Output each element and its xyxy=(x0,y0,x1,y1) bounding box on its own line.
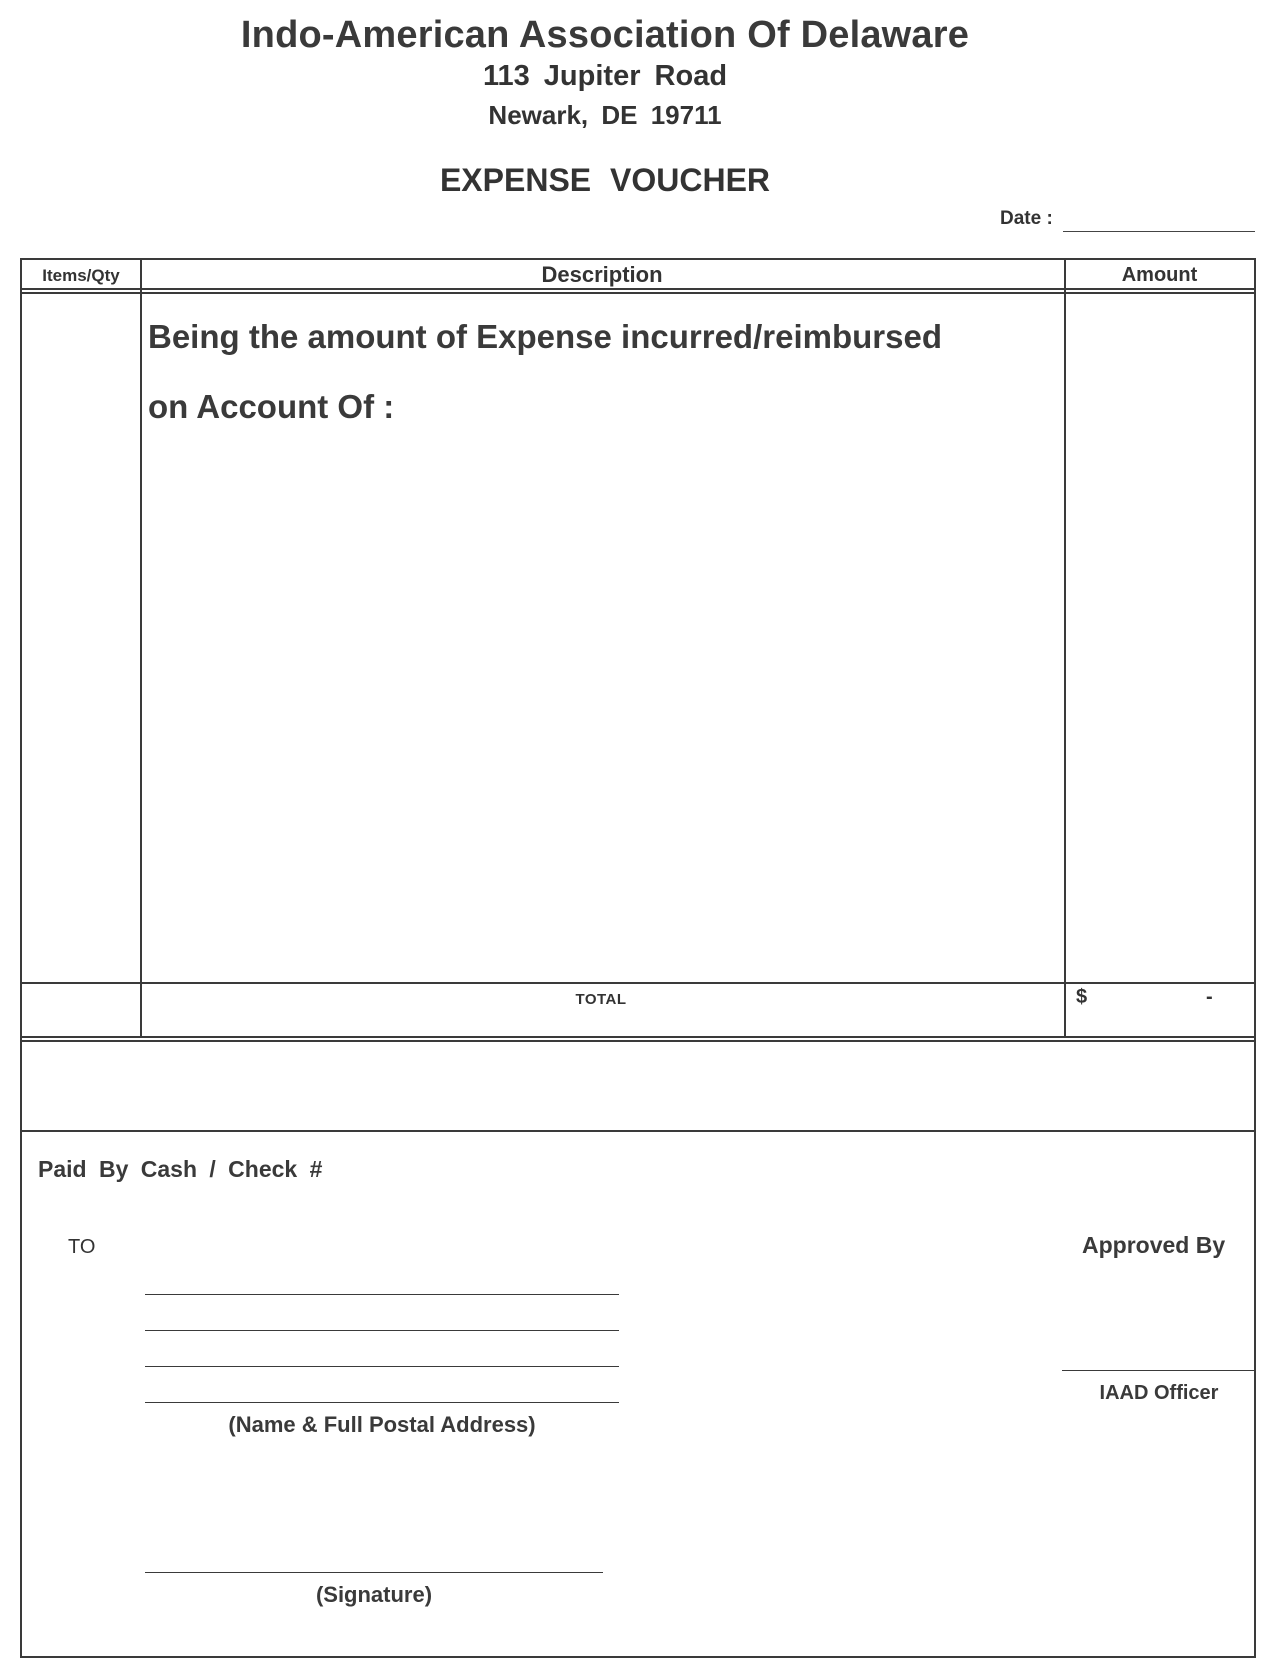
total-row-bottom-2 xyxy=(20,1040,1256,1042)
column-header-items-qty: Items/Qty xyxy=(42,266,120,285)
address-line-field-3[interactable] xyxy=(145,1366,619,1367)
address-line-field-1[interactable] xyxy=(145,1294,619,1295)
description-line-1: Being the amount of Expense incurred/reimbursed xyxy=(148,318,942,355)
address-line-field-4[interactable] xyxy=(145,1402,619,1403)
date-field-line[interactable] xyxy=(1063,231,1255,232)
address-caption: (Name & Full Postal Address) xyxy=(228,1412,536,1437)
approved-by-label: Approved By xyxy=(1082,1232,1226,1258)
total-label: TOTAL xyxy=(575,991,627,1008)
organization-name: Indo-American Association Of Delaware xyxy=(240,14,970,56)
address-line-field-2[interactable] xyxy=(145,1330,619,1331)
column-divider-amount xyxy=(1064,258,1066,1038)
header-row-divider-2 xyxy=(20,292,1256,294)
column-divider-items xyxy=(140,258,142,1038)
date-label: Date : xyxy=(1000,208,1053,229)
document-title: EXPENSE VOUCHER xyxy=(439,162,771,198)
frame-right-border xyxy=(1254,258,1256,1658)
header-row-divider xyxy=(20,288,1256,290)
signature-caption: (Signature) xyxy=(315,1582,433,1607)
total-value: - xyxy=(1206,986,1213,1008)
total-currency: $ xyxy=(1076,986,1088,1008)
officer-signature-line[interactable] xyxy=(1062,1370,1256,1371)
officer-label: IAAD Officer xyxy=(1099,1382,1219,1404)
description-line-2: on Account Of : xyxy=(148,388,395,425)
paid-by-label: Paid By Cash / Check # xyxy=(38,1156,323,1182)
total-row-bottom xyxy=(20,1036,1256,1038)
frame-left-border xyxy=(20,258,22,1658)
address-line-1: 113 Jupiter Road xyxy=(482,60,728,92)
signature-line-field[interactable] xyxy=(145,1572,603,1573)
to-label: TO xyxy=(68,1236,96,1258)
address-line-2: Newark, DE 19711 xyxy=(488,100,722,130)
total-row-top xyxy=(20,982,1256,984)
frame-bottom-border xyxy=(20,1656,1256,1658)
remarks-row-bottom xyxy=(20,1130,1256,1132)
column-header-description: Description xyxy=(541,262,663,287)
frame-top-border xyxy=(20,258,1256,260)
column-header-amount: Amount xyxy=(1121,264,1198,286)
